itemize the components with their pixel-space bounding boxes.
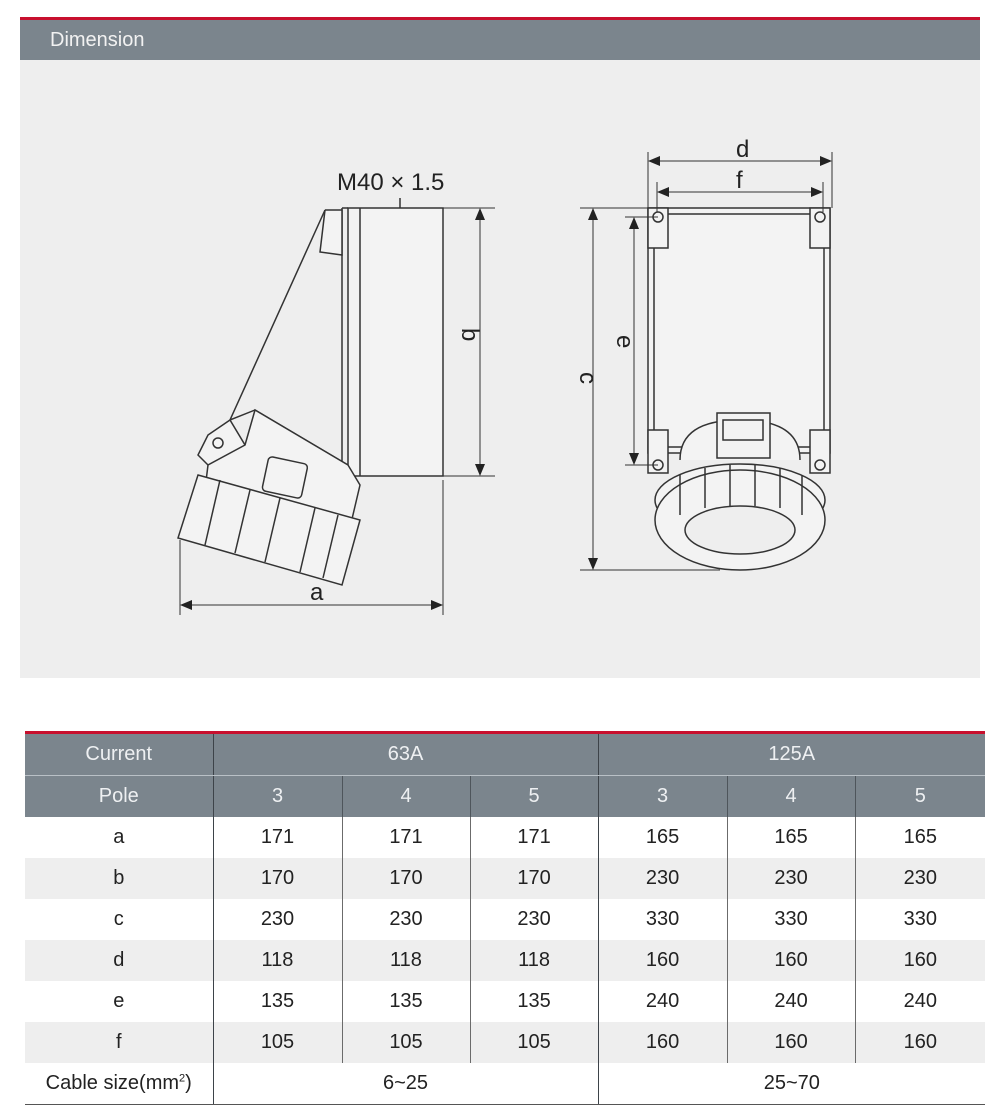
table-cell: 165 <box>598 817 727 858</box>
table-cell: 171 <box>342 817 470 858</box>
header-row-current <box>25 733 985 776</box>
table-cell: 165 <box>727 817 855 858</box>
side-view-housing <box>348 208 443 476</box>
dim-e-label: e <box>611 335 638 349</box>
table-cell: 230 <box>342 899 470 940</box>
table-cell: 118 <box>342 940 470 981</box>
dimension-table <box>25 731 985 1105</box>
pole-header: 3 <box>598 776 727 818</box>
table-row <box>25 940 985 981</box>
table-row <box>25 858 985 899</box>
table-cell: 118 <box>470 940 598 981</box>
row-label: a <box>113 826 125 848</box>
current-63a-header: 63A <box>213 733 598 776</box>
table-cell: 165 <box>855 817 985 858</box>
table-cell: 240 <box>598 981 727 1022</box>
table-cell: 230 <box>598 858 727 899</box>
table-cell: 171 <box>213 817 342 858</box>
section-header <box>20 17 980 60</box>
table-cell: 160 <box>855 1022 985 1063</box>
pole-header: 3 <box>213 776 342 818</box>
cable-size-125a: 25~70 <box>598 1063 985 1105</box>
table-row <box>25 899 985 940</box>
row-label: d <box>25 940 213 981</box>
cable-size-label <box>25 1063 213 1105</box>
pole-header: 5 <box>470 776 598 818</box>
table-cell: 230 <box>213 899 342 940</box>
table-cell: 160 <box>727 940 855 981</box>
dim-b-label: b <box>456 328 483 342</box>
row-label: b <box>25 858 213 899</box>
pole-header: 4 <box>342 776 470 818</box>
cable-size-label-end: ) <box>185 1072 192 1094</box>
dimension-diagram-panel <box>20 60 980 678</box>
table-cell: 160 <box>598 940 727 981</box>
table-cell: 240 <box>727 981 855 1022</box>
table-row-cable-size <box>25 1063 985 1105</box>
table-cell: 135 <box>213 981 342 1022</box>
table-cell: 160 <box>727 1022 855 1063</box>
header-row-pole <box>25 776 985 818</box>
table-cell: 330 <box>598 899 727 940</box>
table-cell: 160 <box>598 1022 727 1063</box>
table-cell: 135 <box>342 981 470 1022</box>
table-row <box>25 817 985 858</box>
table-cell: 230 <box>727 858 855 899</box>
table-cell: 118 <box>213 940 342 981</box>
table-cell: 230 <box>855 858 985 899</box>
dim-f-label: f <box>736 167 743 194</box>
table-cell: 171 <box>470 817 598 858</box>
table-cell: 105 <box>213 1022 342 1063</box>
row-label: f <box>25 1022 213 1063</box>
table-cell: 330 <box>727 899 855 940</box>
table-row <box>25 1022 985 1063</box>
table-cell: 135 <box>470 981 598 1022</box>
table-cell: 170 <box>213 858 342 899</box>
pole-header-label: Pole <box>25 776 213 818</box>
table-cell: 170 <box>342 858 470 899</box>
table-cell: 240 <box>855 981 985 1022</box>
row-label: e <box>113 990 125 1012</box>
section-title: Dimension <box>50 29 145 51</box>
pole-header: 5 <box>855 776 985 818</box>
current-125a-header: 125A <box>598 733 985 776</box>
table-cell: 105 <box>342 1022 470 1063</box>
thread-size-label: M40 × 1.5 <box>337 169 445 196</box>
dim-a-label: a <box>310 579 324 606</box>
cable-size-63a: 6~25 <box>213 1063 598 1105</box>
table-cell: 330 <box>855 899 985 940</box>
pole-header: 4 <box>727 776 855 818</box>
table-cell: 170 <box>470 858 598 899</box>
dimension-drawing <box>20 60 980 678</box>
table-cell: 105 <box>470 1022 598 1063</box>
row-label: c <box>113 908 124 930</box>
table-cell: 160 <box>855 940 985 981</box>
table-cell: 230 <box>470 899 598 940</box>
table-row <box>25 981 985 1022</box>
cable-size-label-sup: 2 <box>179 1072 186 1085</box>
cable-size-label-text: Cable size(mm <box>45 1072 180 1094</box>
dim-d-label: d <box>736 136 750 163</box>
dim-c-label: c <box>574 372 601 384</box>
current-header-label: Current <box>25 733 213 776</box>
